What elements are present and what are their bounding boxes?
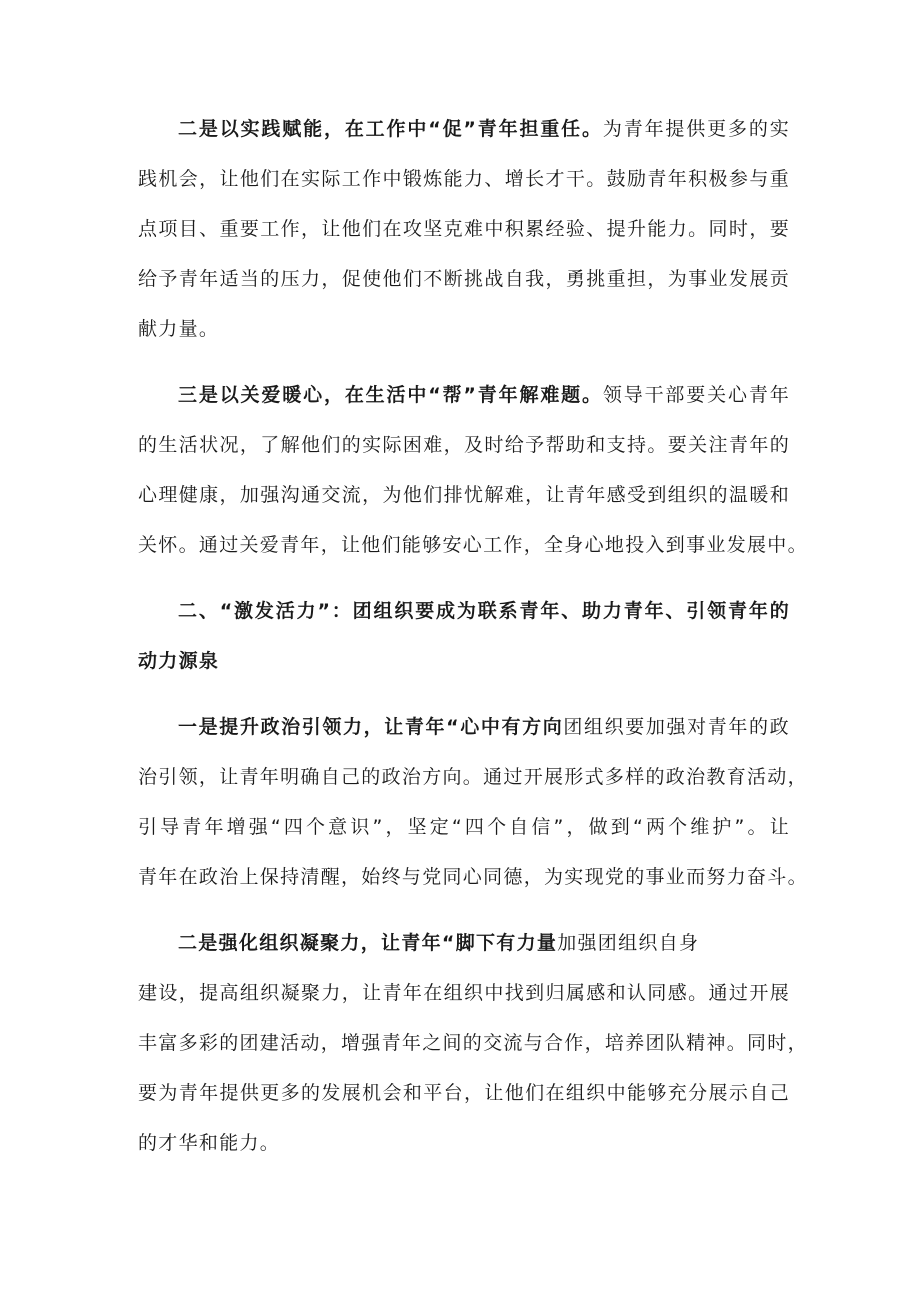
p2-line-1 xyxy=(178,381,790,409)
p3-bold-lead: 一是提升政治引领力，让青年“心中有方向 xyxy=(178,716,564,738)
section-heading-line-2: 动力源泉 xyxy=(138,650,220,672)
p1-line-1-text: 为青年提供更多的实 xyxy=(602,118,790,140)
p3-line-1-text: 团组织要加强对青年的政 xyxy=(563,716,790,738)
p2-line-2: 的生活状况，了解他们的实际困难，及时给予帮助和支持。要关注青年的 xyxy=(138,434,790,456)
p1-line-3: 点项目、重要工作，让他们在攻坚克难中积累经验、提升能力。同时，要 xyxy=(138,218,790,240)
p1-line-4: 给予青年适当的压力，促使他们不断挑战自我，勇挑重担，为事业发展贡 xyxy=(138,268,790,290)
p1-line-5: 献力量。 xyxy=(138,318,220,340)
p1-line-2: 践机会，让他们在实际工作中锻炼能力、增长才干。鼓励青年积极参与重 xyxy=(138,168,790,190)
p3-line-4: 青年在政治上保持清醒，始终与党同心同德，为实现党的事业而努力奋斗。 xyxy=(138,866,808,888)
p4-line-4: 要为青年提供更多的发展机会和平台，让他们在组织中能够充分展示自己 xyxy=(138,1082,790,1104)
p4-bold-lead: 二是强化组织凝聚力，让青年“脚下有力量 xyxy=(178,932,558,954)
p4-line-2: 建设，提高组织凝聚力，让青年在组织中找到归属感和认同感。通过开展 xyxy=(138,982,790,1004)
p2-bold-lead: 三是以关爱暖心，在生活中“帮”青年解难题。 xyxy=(178,384,603,406)
p1-bold-lead: 二是以实践赋能，在工作中“促”青年担重任。 xyxy=(178,118,603,140)
p2-line-4: 关怀。通过关爱青年，让他们能够安心工作，全身心地投入到事业发展中。 xyxy=(138,534,808,556)
p3-line-1 xyxy=(178,713,790,741)
p4-line-1 xyxy=(178,929,790,957)
p4-line-5: 的才华和能力。 xyxy=(138,1132,281,1154)
p2-line-3: 心理健康，加强沟通交流，为他们排忧解难，让青年感受到组织的温暖和 xyxy=(138,484,790,506)
p2-line-1-text: 领导干部要关心青年 xyxy=(602,384,790,406)
p4-line-3: 丰富多彩的团建活动，增强青年之间的交流与合作，培养团队精神。同时， xyxy=(138,1032,808,1054)
p3-line-2: 治引领，让青年明确自己的政治方向。通过开展形式多样的政治教育活动， xyxy=(138,766,808,788)
section-heading-line-1: 二、“激发活力”：团组织要成为联系青年、助力青年、引领青年的 xyxy=(178,600,790,622)
p3-line-3: 引导青年增强“四个意识”，坚定“四个自信”，做到“两个维护”。让 xyxy=(138,816,790,838)
p1-line-1 xyxy=(178,115,790,143)
p4-line-1-text: 加强团组织自身 xyxy=(557,932,700,954)
